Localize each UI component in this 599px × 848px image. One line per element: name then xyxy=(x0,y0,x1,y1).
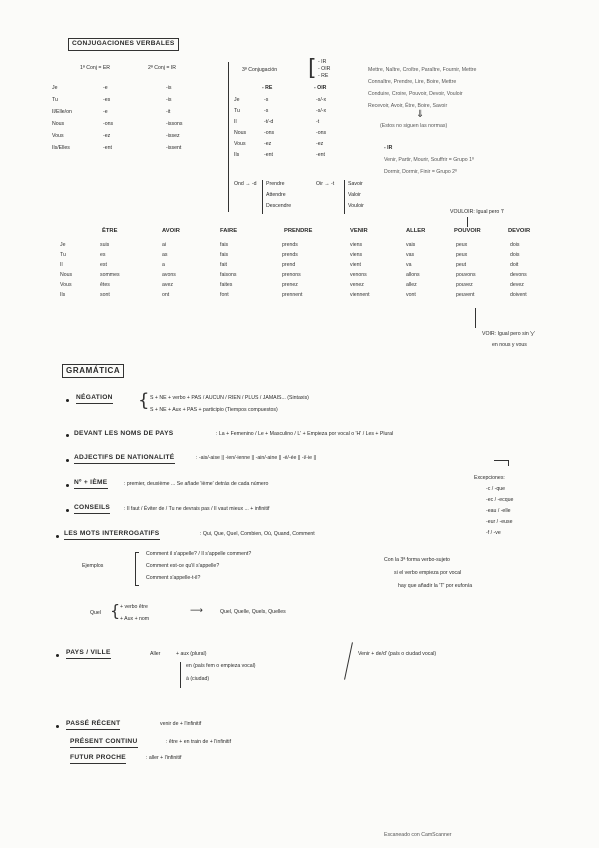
table-cell: vas xyxy=(406,252,415,258)
col-head-er: 1ª Conj = ER xyxy=(80,65,111,71)
brace-item: - OIR xyxy=(318,66,331,72)
table-cell: dois xyxy=(510,242,520,248)
col-head-3rd: 3ª Conjugación xyxy=(242,67,278,73)
verb-header: ALLER xyxy=(406,228,426,234)
oir-item: Savoir xyxy=(348,181,363,187)
negation-rule: S + NE + verbo + PAS / AUCUN / RIEN / PLUS / JAMAIS... (Sintaxis) xyxy=(150,395,309,401)
table-cell: a xyxy=(162,262,165,268)
table-cell: Ils xyxy=(60,292,66,298)
conseil-rule: : Il faut / Éviter de / Tu ne devrais pas / Il vaut mieux ... + infinitif xyxy=(124,506,270,512)
ending: -ent xyxy=(264,152,273,158)
verb-header: DEVOIR xyxy=(508,228,531,234)
table-cell: prends xyxy=(282,242,298,248)
table-cell: faites xyxy=(220,282,233,288)
table-cell: es xyxy=(100,252,106,258)
pays-label: DEVANT LES NOMS DE PAYS xyxy=(74,430,174,437)
table-cell: vient xyxy=(350,262,361,268)
euphony-note: si el verbo empieza por vocal xyxy=(394,570,462,576)
bracket-line xyxy=(135,585,139,586)
table-cell: sont xyxy=(100,292,110,298)
ending: -e xyxy=(103,109,108,115)
irregular-list-line: Mettre, Naître, Croître, Paraître, Fournir, Mettre xyxy=(368,67,477,73)
table-cell: est xyxy=(100,262,107,268)
ending: -issons xyxy=(166,121,183,127)
table-cell: faisons xyxy=(220,272,237,278)
brace-item: - IR xyxy=(318,59,327,65)
present-continu-label: PRÉSENT CONTINU xyxy=(70,739,138,748)
bracket-line xyxy=(135,552,139,553)
ending: -s/-x xyxy=(316,108,327,114)
pronoun: Vous xyxy=(234,141,246,147)
ending: -s xyxy=(264,108,269,114)
col-head-ir: 2ª Conj = IR xyxy=(148,65,177,71)
table-cell: avons xyxy=(162,272,176,278)
table-cell: prends xyxy=(282,252,298,258)
ending: -ons xyxy=(316,130,327,136)
pronoun: Je xyxy=(52,85,58,91)
euphony-note: hay que añadir la 'T' por eufonía xyxy=(398,583,473,589)
table-cell: as xyxy=(162,252,168,258)
example-item: Comment est-ce qu'il s'appelle? xyxy=(146,563,220,569)
quel-forms: Quel, Quelle, Quels, Quelles xyxy=(220,609,286,615)
divider-line xyxy=(344,642,353,679)
table-cell: prennent xyxy=(282,292,303,298)
oir-label: Oir → -t xyxy=(316,181,335,187)
table-cell: viens xyxy=(350,252,363,258)
present-continu-rule: : être + en train de + l'infinitif xyxy=(166,739,232,745)
ir-group-line: Dormir, Dormir, Finir = Grupo 2º xyxy=(384,169,457,175)
vouloir-note: VOULOIR: Igual pero 'l' xyxy=(450,209,504,215)
table-cell: devez xyxy=(510,282,524,288)
table-cell: suis xyxy=(100,242,110,248)
nationality-rule: : -ais/-aise || -ien/-ienne || -ain/-aine || -é/-ée || -i/-ie || xyxy=(196,455,317,461)
scanner-footer: Escaneado con CamScanner xyxy=(384,832,452,838)
irregular-list-line: Conduire, Croire, Pouvoir, Devoir, Vouloir xyxy=(368,91,463,97)
irregular-note: (Estos no siguen las normas) xyxy=(380,123,448,129)
ending: -is xyxy=(166,85,172,91)
bullet-icon xyxy=(56,725,59,728)
separator-line xyxy=(228,62,229,212)
connector-line xyxy=(508,460,509,466)
col-head-oir: - OIR xyxy=(314,85,327,91)
example-item: Comment il s'appelle? / Il s'appelle comment? xyxy=(146,551,252,557)
table-cell: fais xyxy=(220,252,229,258)
table-cell: Tu xyxy=(60,252,66,258)
ending: -ez xyxy=(316,141,324,147)
futur-proche-label: FUTUR PROCHE xyxy=(70,755,126,764)
table-cell: devons xyxy=(510,272,527,278)
table-cell: vais xyxy=(406,242,416,248)
brace-item: - RE xyxy=(318,73,329,79)
pronoun: Nous xyxy=(234,130,247,136)
bullet-icon xyxy=(66,459,69,462)
arrow-down-icon: ⇓ xyxy=(416,109,425,120)
euphony-note: Con la 3ª forma verbo-sujeto xyxy=(384,557,450,563)
table-cell: venons xyxy=(350,272,367,278)
oir-item: Valoir xyxy=(348,192,361,198)
ir-head: - IR xyxy=(384,145,393,151)
connector-line xyxy=(494,460,508,461)
ending: -issez xyxy=(166,133,180,139)
pays-ville-rule: + aux (plural) xyxy=(176,651,207,657)
quel-rule: + Aux + nom xyxy=(120,616,150,622)
examples-label: Ejemplos xyxy=(82,563,104,569)
ondre-item: Attendre xyxy=(266,192,286,198)
pronoun: Je xyxy=(234,97,240,103)
table-cell: dois xyxy=(510,252,520,258)
pays-ville-rule: à (ciudad) xyxy=(186,676,210,682)
pronoun: Nous xyxy=(52,121,65,127)
interrogatifs-label: LES MOTS INTERROGATIFS xyxy=(64,531,160,540)
bullet-icon xyxy=(66,509,69,512)
ending: -s/-x xyxy=(316,97,327,103)
pronoun: Ils/Elles xyxy=(52,145,70,151)
table-cell: allez xyxy=(406,282,417,288)
ending: -es xyxy=(103,97,111,103)
table-cell: doivent xyxy=(510,292,527,298)
exception-item: -f / -ve xyxy=(486,530,501,536)
table-cell: font xyxy=(220,292,229,298)
ending: -it xyxy=(166,109,171,115)
ending: -t xyxy=(316,119,320,125)
table-cell: pouvez xyxy=(456,282,473,288)
verb-header: PRENDRE xyxy=(284,228,313,234)
table-cell: viennent xyxy=(350,292,370,298)
exception-item: -c / -que xyxy=(486,486,506,492)
pronoun: Il xyxy=(234,119,237,125)
verb-header: POUVOIR xyxy=(454,228,481,234)
quel-label: Quel xyxy=(90,610,101,616)
table-cell: Vous xyxy=(60,282,72,288)
exceptions-label: Excepciones: xyxy=(474,475,505,481)
table-cell: prend xyxy=(282,262,296,268)
quel-rule: + verbo être xyxy=(120,604,148,610)
futur-proche-rule: : aller + l'infinitif xyxy=(146,755,182,761)
table-cell: sommes xyxy=(100,272,120,278)
ondre-item: Descendre xyxy=(266,203,292,209)
table-cell: vont xyxy=(406,292,416,298)
table-cell: viens xyxy=(350,242,363,248)
ieme-rule: : premier, deuxième ... Se añade 'ième' detrás de cada número xyxy=(124,481,269,487)
negation-rule: S + NE + Aux + PAS + participio (Tiempos compuestos) xyxy=(150,407,278,413)
table-cell: fait xyxy=(220,262,227,268)
exception-item: -eur / -euse xyxy=(486,519,513,525)
exception-item: -eau / -elle xyxy=(486,508,511,514)
bullet-icon xyxy=(56,654,59,657)
pays-ville-label: PAYS / VILLE xyxy=(66,650,111,659)
table-cell: allons xyxy=(406,272,420,278)
brace-icon: { xyxy=(138,390,150,411)
table-cell: venez xyxy=(350,282,364,288)
arrow-right-icon: ⟶ xyxy=(190,606,203,616)
bracket-line xyxy=(180,662,181,688)
nationality-label: ADJECTIFS DE NATIONALITÉ xyxy=(74,455,175,464)
irregular-list-line: Recevoir, Avoir, Être, Boire, Savoir xyxy=(368,103,448,109)
pays-ville-rule: en (país fem o empieza vocal) xyxy=(186,663,256,669)
section-title-conjugaciones: CONJUGACIONES VERBALES xyxy=(68,38,179,51)
verb-header: ÊTRE xyxy=(102,228,118,234)
voir-note: VOIR: Igual pero sin 'y' xyxy=(482,331,535,337)
table-cell: ai xyxy=(162,242,167,248)
exception-item: -ec / -ecque xyxy=(486,497,514,503)
passe-recent-label: PASSÉ RÉCENT xyxy=(66,721,120,730)
section-title-gramatica: GRAMÁTICA xyxy=(62,364,124,378)
conseil-label: CONSEILS xyxy=(74,505,110,514)
note-pointer-line xyxy=(475,308,476,328)
pronoun: Tu xyxy=(52,97,58,103)
ending: -ent xyxy=(316,152,325,158)
brace-icon: [ xyxy=(308,56,317,81)
irregular-verbs-table xyxy=(58,240,562,300)
pronoun: Vous xyxy=(52,133,64,139)
ending: -s xyxy=(264,97,269,103)
table-cell: avez xyxy=(162,282,173,288)
ending: -e xyxy=(103,85,108,91)
col-head-re: - RE xyxy=(262,85,273,91)
table-row xyxy=(58,260,562,270)
ending: -ez xyxy=(264,141,272,147)
voir-note-2: en nous y vous xyxy=(492,342,527,348)
irregular-list-line: Connaître, Prendre, Lire, Boire, Mettre xyxy=(368,79,457,85)
verb-header: AVOIR xyxy=(162,228,180,234)
ondre-item: Prendre xyxy=(266,181,285,187)
example-item: Comment s'appelle-t-il? xyxy=(146,575,201,581)
table-cell: peux xyxy=(456,252,468,258)
ir-group-line: Venir, Partir, Mourir, Souffrir = Grupo 1º xyxy=(384,157,474,163)
table-cell: Il xyxy=(60,262,63,268)
table-cell: prenons xyxy=(282,272,301,278)
brace-icon: { xyxy=(110,601,121,620)
ending: -issent xyxy=(166,145,182,151)
passe-recent-rule: venir de + l'infinitif xyxy=(160,721,202,727)
interrogatifs-list: : Qui, Que, Quel, Combien, Où, Quand, Comment xyxy=(200,531,315,537)
ending: -ons xyxy=(264,130,275,136)
pronoun: Ils xyxy=(234,152,240,158)
verb-header: FAIRE xyxy=(220,228,238,234)
note-pointer-line xyxy=(467,217,468,227)
table-row xyxy=(58,290,562,300)
bullet-icon xyxy=(66,434,69,437)
table-row xyxy=(58,270,562,280)
ondre-label: Ond → -d xyxy=(234,181,257,187)
table-row xyxy=(58,280,562,290)
table-row xyxy=(58,240,562,250)
bullet-icon xyxy=(66,484,69,487)
table-cell: va xyxy=(406,262,412,268)
bracket-line xyxy=(135,552,136,586)
table-cell: peuvent xyxy=(456,292,475,298)
table-cell: peut xyxy=(456,262,467,268)
table-cell: ont xyxy=(162,292,170,298)
table-cell: fais xyxy=(220,242,229,248)
table-row xyxy=(58,250,562,260)
table-cell: prenez xyxy=(282,282,298,288)
venir-rule: Venir + de/d' (país o ciudad vocal) xyxy=(358,651,437,657)
ending: -t/-d xyxy=(264,119,274,125)
bullet-icon xyxy=(56,535,59,538)
negation-label: NÉGATION xyxy=(76,395,113,404)
aller-label: Aller xyxy=(150,651,161,657)
bullet-icon xyxy=(66,399,69,402)
ieme-label: Nº + IÈME xyxy=(74,480,108,489)
bracket-line xyxy=(262,180,263,214)
table-cell: pouvons xyxy=(456,272,476,278)
table-cell: êtes xyxy=(100,282,110,288)
table-cell: peux xyxy=(456,242,468,248)
ending: -ez xyxy=(103,133,111,139)
ending: -is xyxy=(166,97,172,103)
bracket-line xyxy=(344,180,345,214)
ending: -ons xyxy=(103,121,114,127)
pays-rule: : La + Femenino / Le + Masculino / L' + Empieza por vocal o 'H' / Les + Plural xyxy=(216,431,394,437)
pronoun: Il/Elle/on xyxy=(52,109,72,115)
table-cell: doit xyxy=(510,262,519,268)
oir-item: Vouloir xyxy=(348,203,364,209)
table-cell: Je xyxy=(60,242,66,248)
table-cell: Nous xyxy=(60,272,73,278)
ending: -ent xyxy=(103,145,112,151)
pronoun: Tu xyxy=(234,108,240,114)
verb-header: VENIR xyxy=(350,228,368,234)
